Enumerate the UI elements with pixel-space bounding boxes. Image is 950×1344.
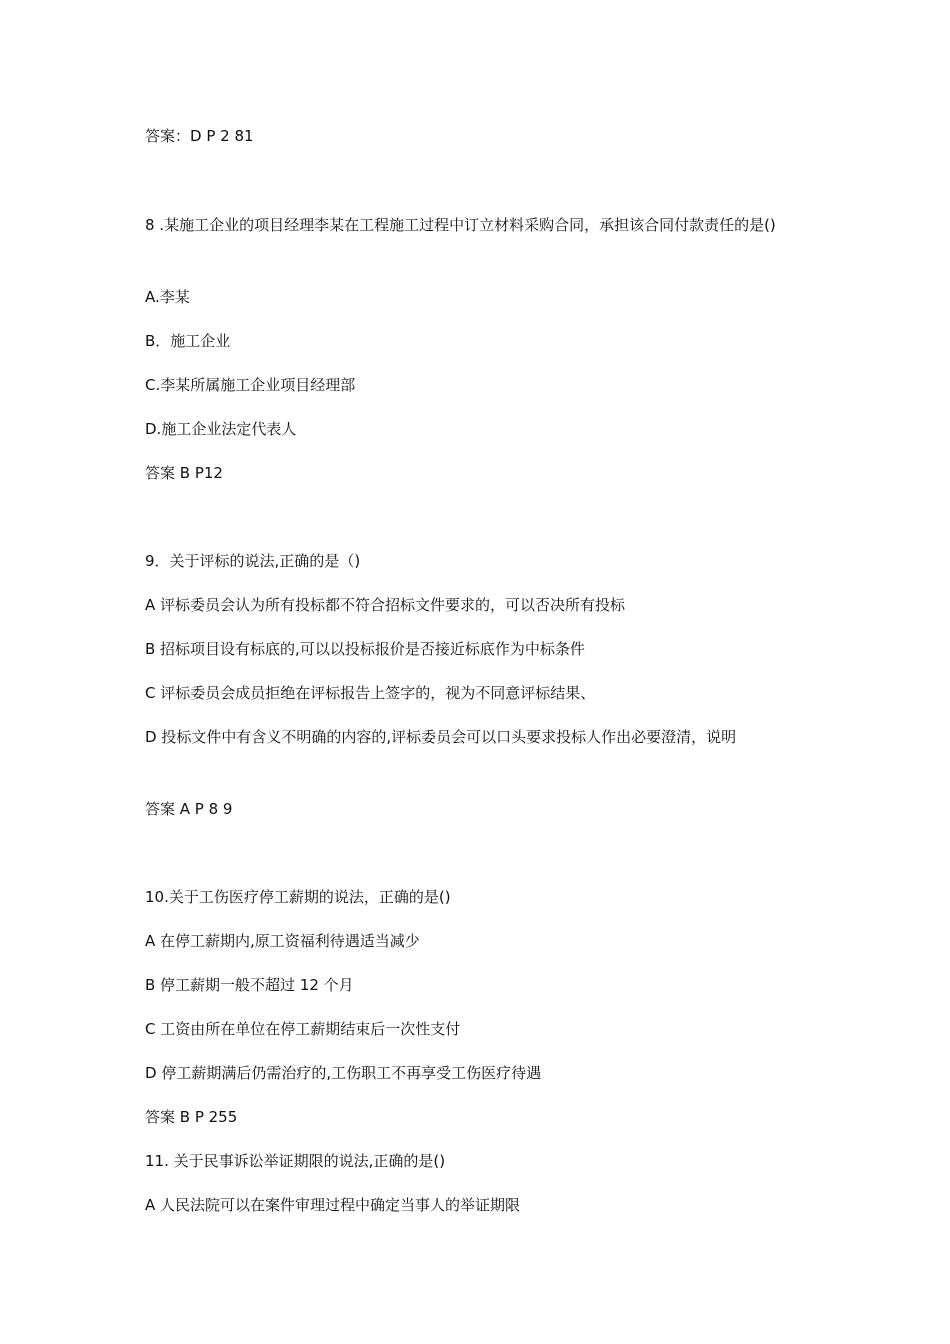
option-d: D 投标文件中有含义不明确的内容的,评标委员会可以口头要求投标人作出必要澄清，说明 — [145, 728, 737, 746]
question-9: 9．关于评标的说法,正确的是（) — [145, 552, 361, 570]
question-11: 11. 关于民事诉讼举证期限的说法,正确的是() — [145, 1152, 446, 1170]
answer-line: 答案 A P 8 9 — [145, 800, 233, 818]
answer-line: 答案 B P 255 — [145, 1108, 238, 1126]
question-10: 10.关于工伤医疗停工薪期的说法，正确的是() — [145, 888, 451, 906]
option-b: B 停工薪期一般不超过 12 个月 — [145, 976, 354, 994]
answer-line: 答案：D P 2 81 — [145, 127, 254, 145]
option-a: A 在停工薪期内,原工资福利待遇适当减少 — [145, 932, 420, 950]
option-b: B 招标项目设有标底的,可以以投标报价是否接近标底作为中标条件 — [145, 640, 585, 658]
option-d: D 停工薪期满后仍需治疗的,工伤职工不再享受工伤医疗待遇 — [145, 1064, 542, 1082]
option-a: A 人民法院可以在案件审理过程中确定当事人的举证期限 — [145, 1196, 521, 1214]
option-d: D.施工企业法定代表人 — [145, 420, 297, 438]
question-8: 8 .某施工企业的项目经理李某在工程施工过程中订立材料采购合同，承担该合同付款责任的是() — [145, 216, 776, 234]
option-a: A.李某 — [145, 288, 190, 306]
option-c: C.李某所属施工企业项目经理部 — [145, 376, 356, 394]
option-b: B．施工企业 — [145, 332, 231, 350]
answer-line: 答案 B P12 — [145, 464, 223, 482]
option-c: C 评标委员会成员拒绝在评标报告上签字的，视为不同意评标结果、 — [145, 684, 596, 702]
option-a: A 评标委员会认为所有投标都不符合招标文件要求的，可以否决所有投标 — [145, 596, 626, 614]
option-c: C 工资由所在单位在停工薪期结束后一次性支付 — [145, 1020, 461, 1038]
